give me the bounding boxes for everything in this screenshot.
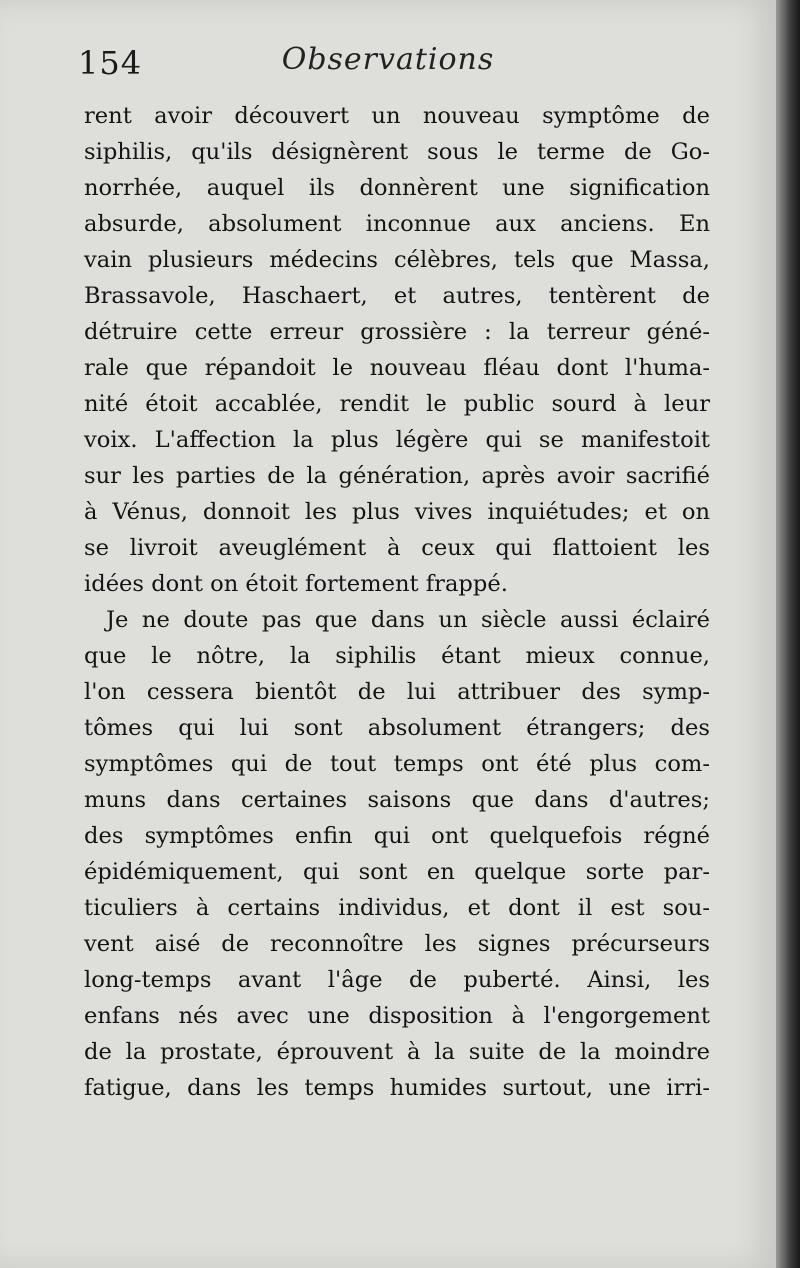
text-line: vain plusieurs médecins célèbres, tels que Massa, [84,247,710,273]
text-line: enfans nés avec une disposition à l'engorgement [84,1003,710,1029]
book-gutter [776,0,800,1268]
text-line: des symptômes enfin qui ont quelquefois régné [84,823,710,849]
text-line: de la prostate, éprouvent à la suite de la moindre [84,1039,710,1065]
body-text [84,98,710,1106]
text-line: idées dont on étoit fortement frappé. [84,571,508,597]
text-line: rale que répandoit le nouveau fléau dont l'huma- [84,355,710,381]
page-header [78,38,698,86]
text-line: long-temps avant l'âge de puberté. Ainsi, les [84,967,710,993]
running-title: Observations [281,42,495,77]
text-line: à Vénus, donnoit les plus vives inquiétudes; et on [84,499,710,525]
text-line: épidémiquement, qui sont en quelque sorte par- [84,859,710,885]
text-line: sur les parties de la génération, après avoir sacrifié [84,463,710,489]
text-line: ticuliers à certains individus, et dont il est sou- [84,895,710,921]
text-line: norrhée, auquel ils donnèrent une signification [84,175,710,201]
text-line: que le nôtre, la siphilis étant mieux connue, [84,643,710,669]
text-line: détruire cette erreur grossière : la terreur géné- [84,319,710,345]
text-line: l'on cessera bientôt de lui attribuer des symp- [84,679,710,705]
text-line: voix. L'affection la plus légère qui se manifestoit [84,427,710,453]
text-line: Brassavole, Haschaert, et autres, tentèrent de [84,283,710,309]
text-line: nité étoit accablée, rendit le public sourd à leur [84,391,710,417]
text-line: fatigue, dans les temps humides surtout, une irri- [84,1075,710,1101]
text-line: tômes qui lui sont absolument étrangers; des [84,715,710,741]
text-line: siphilis, qu'ils désignèrent sous le terme de Go- [84,139,710,165]
page-number: 154 [78,44,143,82]
text-line: Je ne doute pas que dans un siècle aussi éclairé [106,607,710,633]
text-line: vent aisé de reconnoître les signes précurseurs [84,931,710,957]
text-line: rent avoir découvert un nouveau symptôme de [84,103,710,129]
text-line: muns dans certaines saisons que dans d'autres; [84,787,710,813]
text-line: absurde, absolument inconnue aux anciens. En [84,211,710,237]
text-line: se livroit aveuglément à ceux qui flattoient les [84,535,710,561]
text-line: symptômes qui de tout temps ont été plus com- [84,751,710,777]
